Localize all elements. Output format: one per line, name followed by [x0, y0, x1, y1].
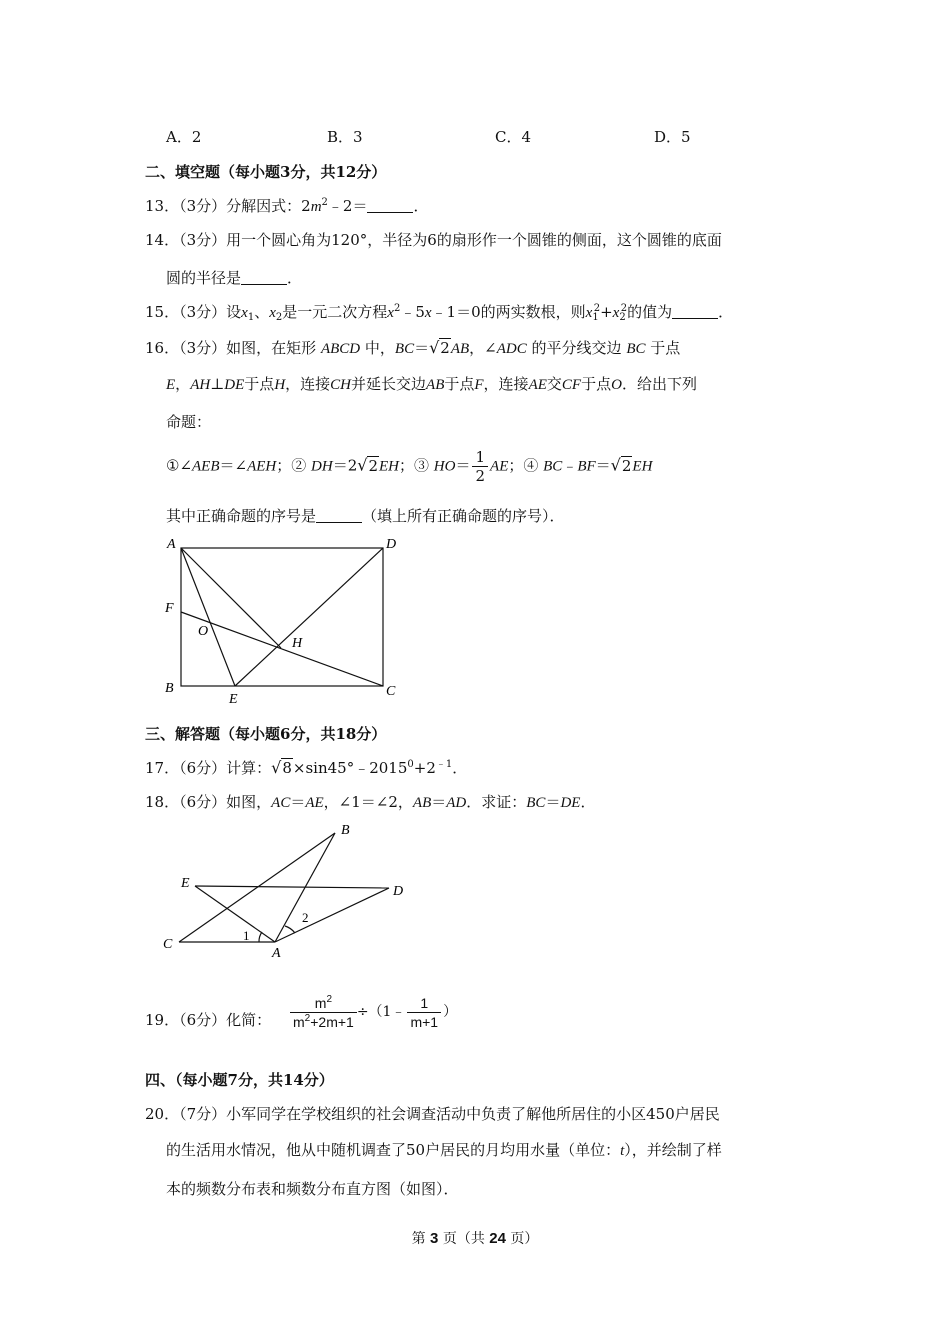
q16-l2c: 于点 — [244, 375, 275, 393]
q20-number: 20． — [145, 1105, 180, 1123]
q16-l1f: 于点 — [650, 339, 681, 357]
q14-number: 14． — [145, 231, 180, 249]
q15-text-b: 是一元二次方程 — [282, 303, 388, 321]
question-16-line2: E，AH⊥DE于点H，连接CH并延长交边AB于点F，连接AE交CF于点O．给出下列 — [166, 375, 697, 393]
label-d: D — [386, 537, 397, 552]
line-ed — [195, 886, 389, 888]
line-ae — [181, 548, 235, 686]
label-c: C — [163, 937, 173, 952]
q13-number: 13． — [145, 197, 180, 215]
q18-g: ． — [580, 793, 596, 811]
q16-propositions: ①∠AEB＝∠AEH；② DH＝2√2EH；③ HO＝ $\frac{1}{2}$ AE；④ BC﹣BF＝√2EH — [166, 448, 653, 485]
angle-2-arc — [285, 926, 295, 933]
q20-line1: 小军同学在学校组织的社会调查活动中负责了解他所居住的小区450户居民 — [226, 1105, 720, 1123]
q16-figure — [155, 530, 415, 710]
q13-exp: 2 — [321, 197, 328, 208]
footer-post: 页） — [510, 1231, 539, 1247]
question-20-line2 — [166, 1140, 722, 1161]
option-a: A．2 — [166, 128, 202, 146]
q19-points: （6分） — [179, 1011, 227, 1029]
q16-number: 16． — [145, 339, 180, 357]
question-13: 13．（3分）分解因式：$2m^2﹣2=$ ． — [145, 197, 429, 215]
q17-points: （6分） — [179, 759, 227, 777]
label-e: E — [181, 876, 190, 891]
question-18: 18．（6分）如图，AC＝AE，∠1＝∠2，AB＝AD．求证：BC＝DE． — [145, 793, 596, 811]
q13-points: （3分） — [179, 197, 227, 215]
label-angle-2: 2 — [302, 910, 309, 925]
question-15: 15．（3分）设$x_1$、$x_2$是一元二次方程$x^2﹣5x﹣1=0$的两实数根，则$x_1^2+x_2^2$的值为 ． — [145, 303, 734, 323]
section-3-heading: 三、解答题（每小题6分，共18分） — [145, 725, 387, 743]
q16-line3: 命题： — [166, 413, 212, 431]
q20-line2a: 的生活用水情况，他从中随机调查了50户居民的月均用水量（单位： — [166, 1141, 621, 1159]
q14-line1: 用一个圆心角为120°，半径为6的扇形作一个圆锥的侧面，这个圆锥的底面 — [226, 231, 722, 249]
q17-plus: +2 — [413, 759, 436, 777]
q18-e: ．求证： — [466, 793, 527, 811]
label-f: F — [165, 601, 174, 616]
option-d: D．5 — [654, 128, 691, 146]
q16-l1c: ＝ — [414, 339, 430, 357]
label-a: A — [272, 946, 281, 961]
q13-blank — [367, 198, 413, 213]
option-b: B．3 — [327, 128, 363, 146]
line-ea — [195, 886, 275, 942]
q17-expn: ﹣1 — [435, 759, 453, 770]
q15-points: （3分） — [179, 303, 227, 321]
q19-close: ） — [443, 1004, 458, 1021]
q16-line5 — [166, 506, 565, 526]
label-b: B — [165, 681, 174, 696]
q15-text-c: ﹣5 — [400, 303, 425, 321]
q16-l2f: 于点 — [444, 375, 475, 393]
q16-l5b: （填上所有正确命题的序号）． — [362, 507, 565, 525]
q19-div: ÷（1﹣ — [356, 1004, 406, 1021]
q15-text-d: ﹣1＝0的两实数根，则 — [431, 303, 586, 321]
q18-points: （6分） — [179, 793, 227, 811]
angle-1-arc — [259, 932, 262, 942]
q19-den-tail: +2m+1 — [310, 1014, 354, 1030]
q16-l1a: 如图，在矩形 — [226, 339, 317, 357]
q16-l1b: 中， — [364, 339, 395, 357]
label-e: E — [229, 692, 238, 707]
q19-num-exp: 2 — [326, 994, 333, 1005]
q20-line2c: ），并绘制了样 — [624, 1141, 722, 1159]
q20-line2b: t — [620, 1143, 625, 1159]
q16-l1e: 的平分线交边 — [531, 339, 622, 357]
section-4-heading: 四、（每小题7分，共14分） — [145, 1071, 334, 1089]
footer-mid: 页（共 — [442, 1231, 485, 1247]
q18-figure — [155, 815, 420, 965]
label-o: O — [198, 624, 209, 639]
q16-l1d: ，∠ — [469, 339, 497, 357]
q18-c: ，∠1＝∠2， — [323, 793, 413, 811]
q19-num-top: m — [314, 995, 327, 1011]
question-20 — [145, 1104, 720, 1124]
q17-end: ． — [452, 759, 468, 777]
q13-text: 分解因式：2 — [226, 197, 311, 215]
footer-pre: 第 — [411, 1231, 426, 1247]
q16-l2j: ．给出下列 — [621, 375, 697, 393]
section-2-heading: 二、填空题（每小题3分，共12分） — [145, 163, 387, 181]
q19-text: 化简： — [226, 1011, 272, 1029]
q19-den2: m+1 — [410, 1014, 439, 1030]
q16-l2b: ⊥ — [210, 375, 225, 393]
q20-line3: 本的频数分布表和频数分布直方图（如图）． — [166, 1180, 459, 1198]
footer-total: 24 — [489, 1230, 506, 1247]
label-a: A — [167, 537, 176, 552]
q17-text: 计算： — [226, 759, 272, 777]
label-c: C — [386, 684, 396, 699]
q15-number: 15． — [145, 303, 180, 321]
q16-l2e: 并延长交边 — [351, 375, 427, 393]
q18-b: ＝ — [290, 793, 306, 811]
footer-page: 3 — [430, 1230, 439, 1247]
line-de — [235, 548, 383, 686]
label-b: B — [341, 823, 350, 838]
q16-points: （3分） — [179, 339, 227, 357]
q17-exp0: 0 — [407, 759, 414, 770]
q14-points: （3分） — [179, 231, 227, 249]
q16-l2h: 交 — [546, 375, 562, 393]
q20-points: （7分） — [179, 1105, 227, 1123]
q18-d: ＝ — [431, 793, 447, 811]
q16-l5: 其中正确命题的序号是 — [166, 507, 317, 525]
q13-tail: ﹣2＝ — [327, 197, 368, 215]
rect-abcd — [181, 548, 383, 686]
q15-text-a: 设 — [226, 303, 242, 321]
line-ah — [181, 548, 281, 648]
question-17: 17．（6分）计算：$√8\times\sin 45^\circ﹣2015^0+2^{﹣1}$． — [145, 758, 468, 777]
q18-number: 18． — [145, 793, 180, 811]
q16-l2d: ，连接 — [285, 375, 331, 393]
option-c: C．4 — [495, 128, 532, 146]
q16-l2g: ，连接 — [483, 375, 529, 393]
q18-f: ＝ — [545, 793, 561, 811]
q15-text-e: 的值为 — [627, 303, 673, 321]
q16-l2i: 于点 — [581, 375, 612, 393]
line-ad — [275, 888, 389, 942]
page-footer — [0, 1228, 950, 1248]
question-14-line2: 圆的半径是 ． — [166, 269, 303, 287]
q16-blank — [316, 508, 362, 523]
line-fc — [181, 612, 383, 686]
q18-a: 如图， — [226, 793, 272, 811]
q19-den-exp: 2 — [304, 1013, 311, 1024]
question-14 — [145, 230, 722, 250]
question-19-label — [145, 1010, 271, 1030]
q15-blank — [672, 304, 718, 319]
q19-number: 19． — [145, 1011, 180, 1029]
q19-den: m — [293, 1014, 305, 1030]
q17-number: 17． — [145, 759, 180, 777]
label-angle-1: 1 — [243, 928, 250, 943]
q13-var: m — [310, 199, 322, 215]
q14-blank — [241, 270, 287, 285]
question-16: 16．（3分）如图，在矩形 ABCD 中，BC＝√2AB，∠ADC 的平分线交边 BC 于点 — [145, 338, 681, 357]
q17-mid: ×sin45°﹣2015 — [292, 759, 408, 777]
label-d: D — [393, 884, 404, 899]
q14-line2: 圆的半径是 — [166, 269, 242, 287]
q16-l2a: ， — [175, 375, 191, 393]
q19-one: 1 — [407, 994, 441, 1013]
q19-expression — [290, 994, 457, 1031]
label-h: H — [292, 636, 303, 651]
